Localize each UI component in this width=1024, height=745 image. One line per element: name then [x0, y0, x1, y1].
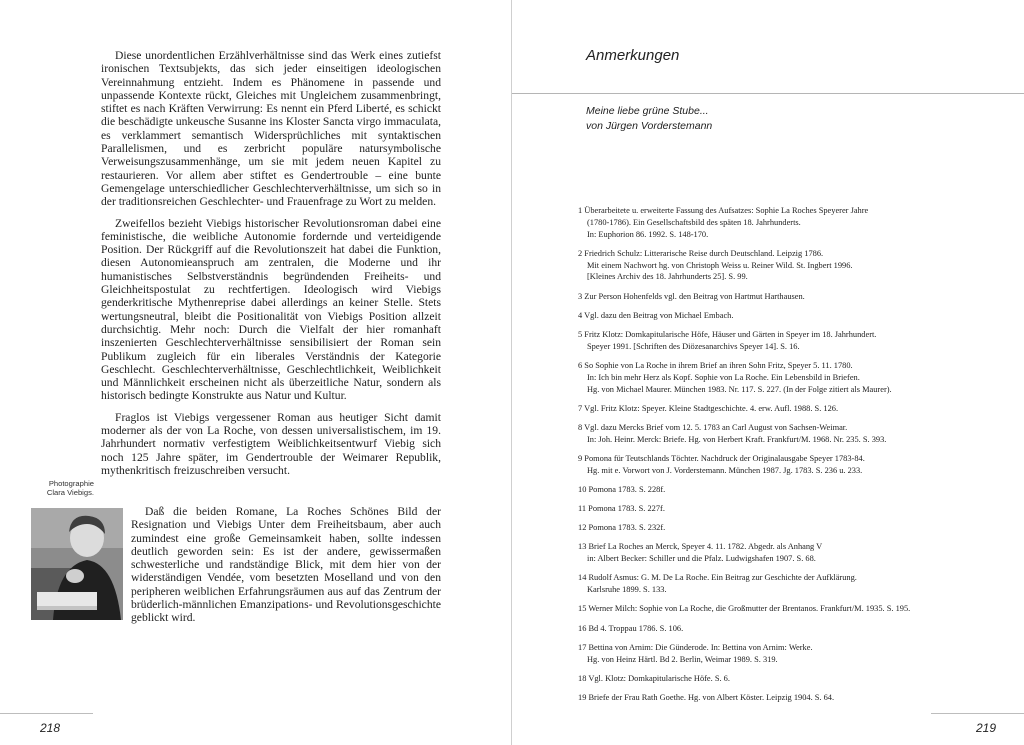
footnote: [578, 522, 998, 534]
photo-caption: Photographie Clara Viebigs.: [46, 479, 94, 497]
footnote-first-line: 17 Bettina von Arnim: Die Günderode. In: Bettina von Arnim: Werke.: [578, 642, 813, 652]
footnote: [578, 642, 998, 666]
footnote-continuation: (1780-1786). Ein Gesellschaftsbild des späten 18. Jahrhunderts.: [587, 217, 801, 227]
footnote-first-line: 10 Pomona 1783. S. 228f.: [578, 484, 666, 494]
footnote-first-line: 1 Überarbeitete u. erweiterte Fassung des Aufsatzes: Sophie La Roches Speyerer Jahre: [578, 206, 869, 215]
footnote-continuation: in: Albert Becker: Schiller und die Pfalz. Ludwigshafen 1907. S. 68.: [587, 554, 816, 564]
footnote: [578, 310, 998, 322]
heading-rule: [512, 93, 1024, 94]
footnote: [578, 248, 998, 283]
paragraph-1: Diese unordentlichen Erzählverhältnisse sind das Werk eines zutiefst ironischen Textsubjekts, das sich jeder einseitigen ideologischen Vereinnahmung entzieht. Indem es Phänomene in passende und unpassende Kontexte rückt, Gleiches mit Ungleichem zusammenbringt, stiftet es nach Kräften Verwirrung: Es nennt ein Pferd Liberté, es schickt die beschädigte unkeusche Susanne ins Kloster Sancta virgo immaculata, es verklammert semantisch Widersprüchliches mit syntaktischen Parallelismen, und es zerbricht populäre natursymbolische Verweisungszusammenhänge, um sie mit jedem neuen Kapitel zu restaurieren. Vor allem aber stiftet es Gendertrouble – eine bunte Gemengelage unterschiedlicher Geschlechterverhältnisse, um sich so in der traditionsreichen Geschlechter- und Frauenfrage zu Wort zu melden.: [101, 49, 441, 209]
footnote: [578, 422, 998, 446]
footnote-first-line: 18 Vgl. Klotz: Domkapitularische Höfe. S. 6.: [578, 673, 730, 683]
footnote-first-line: 3 Zur Person Hohenfelds vgl. den Beitrag von Hartmut Harthausen.: [578, 291, 805, 301]
notes-list: [578, 205, 998, 711]
footnote: [578, 205, 998, 240]
footnote: [578, 572, 998, 596]
footnote-first-line: 14 Rudolf Asmus: G. M. De La Roche. Ein Beitrag zur Geschichte der Aufklärung.: [578, 573, 857, 583]
footnote-continuation: [Kleines Archiv des 18. Jahrhunderts 25]. S. 99.: [587, 272, 748, 282]
footnote-first-line: 19 Briefe der Frau Rath Goethe. Hg. von Albert Köster. Leipzig 1904. S. 64.: [578, 692, 835, 702]
footnote: [578, 503, 998, 515]
paragraph-4: Daß die beiden Romane, La Roches Schönes Bild der Resignation und Viebigs Unter dem Freiheitsbaum, aber auch zumindest eine große Gemeinsamkeit haben, sollte indessen deutlich geworden sein: Es ist der andere, gewissermaßen schwesterliche und randständige Blick, mit dem hier von der widerständigen Vendée, vom besetzten Moselland und von den peripheren weiblichen Erfahrungsräumen aus auf das Zentrum der brüderlich-männlichen Emanzipations- und Revolutionsgeschichte geblickt wird.: [131, 505, 441, 625]
footnote-continuation: Speyer 1991. [Schriften des Diözesanarchivs Speyer 14]. S. 16.: [587, 341, 800, 351]
footnote-first-line: 9 Pomona für Teutschlands Töchter. Nachdruck der Originalausgabe Speyer 1783-84.: [578, 453, 865, 463]
footer-rule: [0, 713, 93, 714]
footnote: [578, 291, 998, 303]
footnote: [578, 329, 998, 353]
subhead-author: von Jürgen Vorderstemann: [586, 120, 713, 132]
footnote: [578, 453, 998, 477]
footnote-first-line: 6 So Sophie von La Roche in ihrem Brief an ihren Sohn Fritz, Speyer 5. 11. 1780.: [578, 360, 853, 370]
left-page: [0, 0, 511, 745]
footnote: [578, 603, 998, 615]
footnote-first-line: 13 Brief La Roches an Merck, Speyer 4. 11. 1782. Abgedr. als Anhang V: [578, 542, 823, 552]
paragraph-2: Zweifellos bezieht Viebigs historischer Revolutionsroman dabei eine feministische, die weibliche Autonomie fordernde und verteidigende Position. Der Rückgriff auf die Revolutionszeit hat dabei die Funktion, diesen Autonomieanspruch am zentralen, die Moderne und ihr humanistisches Selbstverständnis begründenden Freiheits- und Gleichheitspostulat zu rechtfertigen. Ideologisch wird Viebigs genderkritische Mythenreprise dabei allerdings an keiner Stelle. Stets wertungsneutral, bleibt die Positionalität von Viebigs Position allzeit durchsichtig. Mehr noch: Durch die Vielfalt der hier romanhaft inszenierten Geschlechterverhältnisse sensibilisiert der Roman sein Publikum zugleich für ein liberales Verständnis der Kategorie Geschlecht. Geschlechterverhältnisse, Geschlechtlichkeit, Weiblichkeit und Männlichkeit erscheinen nicht als überzeitliche Natur, sondern als historisch bedingte Konstrukte aus Natur und Kultur.: [101, 216, 441, 403]
footnote-continuation: Karlsruhe 1899. S. 133.: [587, 585, 667, 595]
footnote-first-line: 8 Vgl. dazu Mercks Brief vom 12. 5. 1783 an Carl August von Sachsen-Weimar.: [578, 422, 848, 432]
footnote-first-line: 12 Pomona 1783. S. 232f.: [578, 523, 666, 533]
page-number: 219: [976, 721, 997, 735]
body-text: [101, 49, 441, 485]
right-page: [512, 0, 1024, 745]
footnote-continuation: Hg. von Michael Maurer. München 1983. Nr. 117. S. 227. (In der Folge zitiert als Maurer).: [587, 384, 892, 394]
footnote: [578, 692, 998, 704]
footnote-continuation: In: Euphorion 86. 1992. S. 148-170.: [587, 229, 709, 239]
footnote-continuation: Mit einem Nachwort hg. von Christoph Weiss u. Reiner Wild. St. Ingbert 1996.: [587, 260, 853, 270]
footnote-first-line: 15 Werner Milch: Sophie von La Roche, die Großmutter der Brentanos. Frankfurt/M. 1935. S. 195.: [578, 604, 911, 614]
footnote-first-line: 16 Bd 4. Troppau 1786. S. 106.: [578, 623, 684, 633]
article-subhead: [586, 104, 712, 134]
page-number: 218: [40, 721, 61, 735]
footnote-first-line: 7 Vgl. Fritz Klotz: Speyer. Kleine Stadtgeschichte. 4. erw. Aufl. 1988. S. 126.: [578, 403, 839, 413]
footnote: [578, 403, 998, 415]
footnote-first-line: 5 Fritz Klotz: Domkapitularische Höfe, Häuser und Gärten in Speyer im 18. Jahrhundert.: [578, 329, 877, 339]
wrap-paragraph-block: [131, 505, 441, 625]
footnote-continuation: In: Joh. Heinr. Merck: Briefe. Hg. von Herbert Kraft. Frankfurt/M. 1968. Nr. 235. S. 393.: [587, 434, 887, 444]
footnote: [578, 360, 998, 395]
footer-rule: [931, 713, 1024, 714]
footnote-first-line: 2 Friedrich Schulz: Litterarische Reise durch Deutschland. Leipzig 1786.: [578, 248, 824, 258]
footnote: [578, 623, 998, 635]
paragraph-3: Fraglos ist Viebigs vergessener Roman aus heutiger Sicht damit moderner als der von La Roche, von dessen universalistischem, im 19. Jahrhundert normativ verfestigtem Weiblichkeitsentwurf Viebig sich noch 125 Jahre später, im Gendertrouble der Weimarer Republik, mythenkritisch freizuschreiben versucht.: [101, 410, 441, 477]
footnote-first-line: 11 Pomona 1783. S. 227f.: [578, 504, 665, 514]
footnote: [578, 673, 998, 685]
footnote-continuation: In: Ich bin mehr Herz als Kopf. Sophie von La Roche. Ein Lebensbild in Briefen.: [587, 372, 860, 382]
footnote: [578, 484, 998, 496]
section-heading: Anmerkungen: [586, 47, 680, 64]
footnote: [578, 541, 998, 565]
portrait-photo: [31, 508, 123, 620]
subhead-title: Meine liebe grüne Stube...: [586, 105, 709, 117]
footnote-continuation: Hg. mit e. Vorwort von J. Vorderstemann. München 1987. Jg. 1783. S. 236 u. 233.: [587, 465, 863, 475]
footnote-continuation: Hg. von Heinz Härtl. Bd 2. Berlin, Weimar 1989. S. 319.: [587, 654, 778, 664]
footnote-first-line: 4 Vgl. dazu den Beitrag von Michael Embach.: [578, 310, 734, 320]
portrait-image: [31, 508, 123, 620]
